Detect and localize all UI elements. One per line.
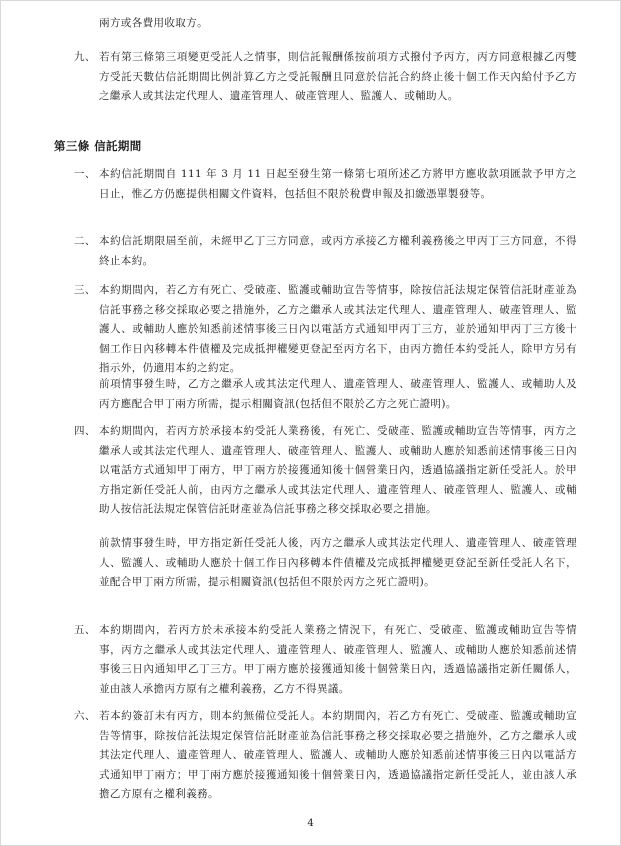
- item-number: 五、: [74, 624, 96, 636]
- clause-nine-text: 若有第三條第三項變更受託人之情事，則信託報酬係按前項方式撥付予丙方，丙方同意根據乙丙雙方受託天數估信託期間比例計算乙方之受託報酬且同意於信託合約終止後十個工作天內給付予乙方之繼承人或其法定代理人、遺產管理人、破產管理人、監護人、或輔助人。: [99, 51, 577, 103]
- item-text: 本約信託期限屆至前，未經甲乙丁三方同意，或丙方承接乙方權利義務後之甲丙丁三方同意，不得終止本約。: [99, 235, 577, 267]
- item-text: 本約期間內，若乙方有死亡、受破產、監護或輔助宣告等情事，除按信託法規定保管信託財產並為信託事務之移交採取必要之措施外，乙方之繼承人或其法定代理人、遺產管理人、破產管理人、監護人、或輔助人應於知悉前述情事後三日內以電話方式通知甲丙丁三方，並於通知甲丙丁三方後十個工作日內移轉本件債權及完成抵押權變更登記至丙方名下，由丙方擔任本約受託人，除甲方另有指示外，仍適用本約之約定。: [99, 284, 577, 375]
- item-number: 三、: [74, 284, 96, 296]
- item-text: 本約期間內，若丙方於承接本約受託人業務後，有死亡、受破產、監護或輔助宣告等情事，丙方之繼承人或其法定代理人、遺產管理人、破產管理人、監護人、或輔助人應於知悉前述情事後三日內以電話方式通知甲丁兩方，甲丁兩方於接獲通知後十個營業日內，透過協議指定新任受託人。於甲方指定新任受託人前，由丙方之繼承人或其法定代理人、遺產管理人、破產管理人、監護人、或輔助人按信託法規定保管信託財產並為信託事務之移交採取必要之措施。: [99, 425, 577, 516]
- item-number: 六、: [74, 710, 96, 722]
- item-extra-text: 前項情事發生時，乙方之繼承人或其法定代理人、遺產管理人、破產管理人、監護人、或輔助人及丙方應配合甲丁兩方所需，提示相關資訊(包括但不限於乙方之死亡證明)。: [99, 378, 577, 410]
- item-text: 本約信託期間自 111 年 3 月 11 日起至發生第一條第七項所述乙方將甲方應收款項匯款予甲方之日止，惟乙方仍應提供相關文件資料，包括但不限於稅費申報及扣繳憑單製發等。: [99, 168, 577, 200]
- page-number: 4: [307, 818, 314, 829]
- item-number: 一、: [74, 168, 96, 180]
- item-text: 本約期間內，若丙方於未承接本約受託人業務之情況下，有死亡、受破產、監護或輔助宣告等情事，丙方之繼承人或其法定代理人、遺產管理人、破產管理人、監護人、或輔助人應於知悉前述情事後三日內通知甲乙丁三方。甲丁兩方應於接獲通知後十個營業日內，透過協議指定新任關係人，並由該人承擔丙方原有之權利義務，乙方不得異議。: [99, 624, 577, 695]
- article-heading: 第三條 信託期間: [54, 139, 142, 153]
- item-number: 二、: [74, 235, 96, 247]
- continued-paragraph: 兩方或各費用收取方。: [99, 17, 208, 29]
- item-number: 四、: [74, 425, 96, 437]
- item-text: 若本約簽訂未有丙方，則本約無備位受託人。本約期間內，若乙方有死亡、受破產、監護或輔助宣告等情事，除按信託法規定保管信託財產並為信託事務之移交採取必要之措施外，乙方之繼承人或其法定代理人、遺產管理人、破產管理人、監護人、或輔助人應於知悉前述情事後三日內以電話方式通知甲丁兩方；甲丁兩方應於接獲通知後十個營業日內，透過協議指定新任受託人，並由該人承擔乙方原有之權利義務。: [99, 710, 577, 801]
- item-extra-text: 前款情事發生時，甲方指定新任受託人後，丙方之繼承人或其法定代理人、遺產管理人、破產管理人、監護人、或輔助人應於十個工作日內移轉本件債權及完成抵押權變更登記至新任受託人名下，並配合甲丁兩方所需，提示相關資訊(包括但不限於丙方之死亡證明)。: [99, 537, 577, 589]
- clause-number: 九、: [74, 51, 96, 63]
